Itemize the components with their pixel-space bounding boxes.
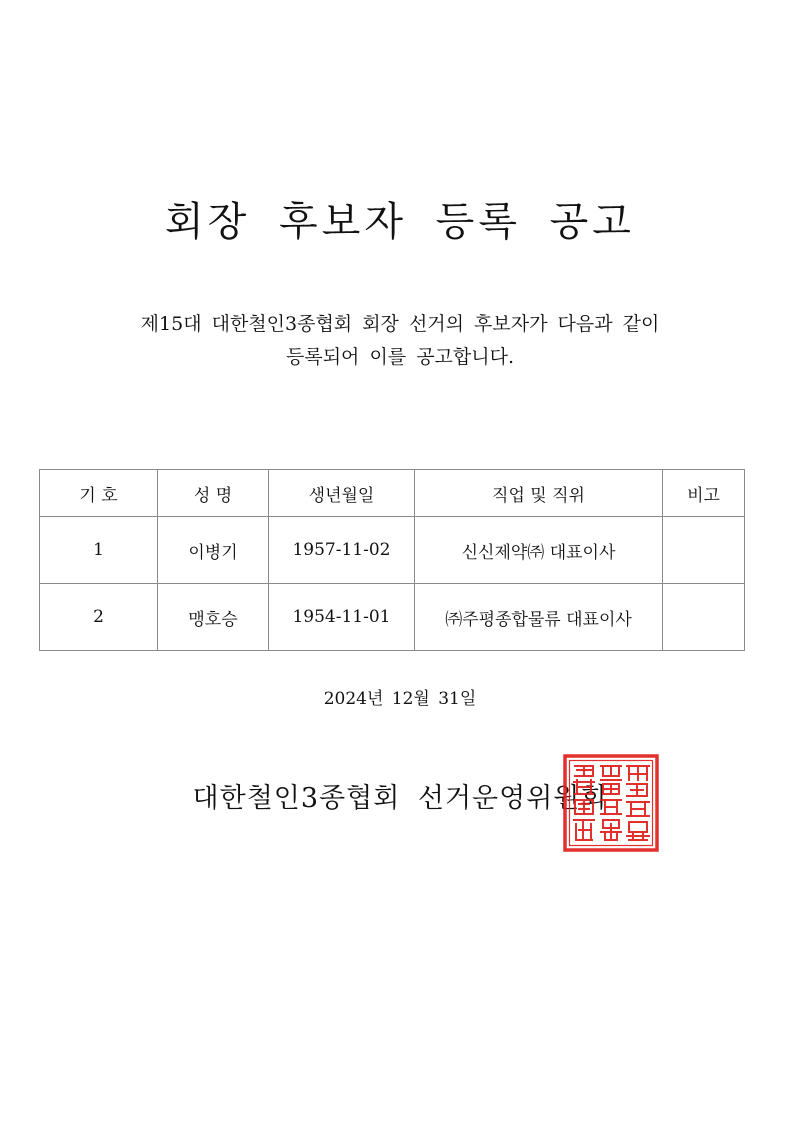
- header-name: 성 명: [158, 470, 269, 517]
- candidate-table: [39, 469, 745, 651]
- cell-birthdate: 1954-11-01: [269, 584, 415, 651]
- cell-birthdate: 1957-11-02: [269, 517, 415, 584]
- cell-number: 2: [40, 584, 158, 651]
- table-header-row: [40, 470, 745, 517]
- cell-name: 이병기: [158, 517, 269, 584]
- cell-remarks: [663, 584, 745, 651]
- announcement-text: [40, 308, 760, 374]
- header-birthdate: 생년월일: [269, 470, 415, 517]
- cell-number: 1: [40, 517, 158, 584]
- announcement-line-2: 등록되어 이를 공고합니다.: [285, 346, 514, 368]
- table-row: [40, 584, 745, 651]
- header-number: 기 호: [40, 470, 158, 517]
- table-row: [40, 517, 745, 584]
- cell-name: 맹호승: [158, 584, 269, 651]
- organization-name: 대한철인3종협회 선거운영위원회: [192, 783, 608, 814]
- cell-occupation: 신신제약㈜ 대표이사: [415, 517, 663, 584]
- official-seal-icon: [563, 754, 659, 852]
- header-occupation: 직업 및 직위: [415, 470, 663, 517]
- cell-occupation: ㈜주평종합물류 대표이사: [415, 584, 663, 651]
- cell-remarks: [663, 517, 745, 584]
- page-title: 회장 후보자 등록 공고: [165, 199, 635, 245]
- announcement-line-1: 제15대 대한철인3종협회 회장 선거의 후보자가 다음과 같이: [140, 313, 660, 335]
- announcement-date: 2024년 12월 31일: [323, 689, 477, 709]
- header-remarks: 비고: [663, 470, 745, 517]
